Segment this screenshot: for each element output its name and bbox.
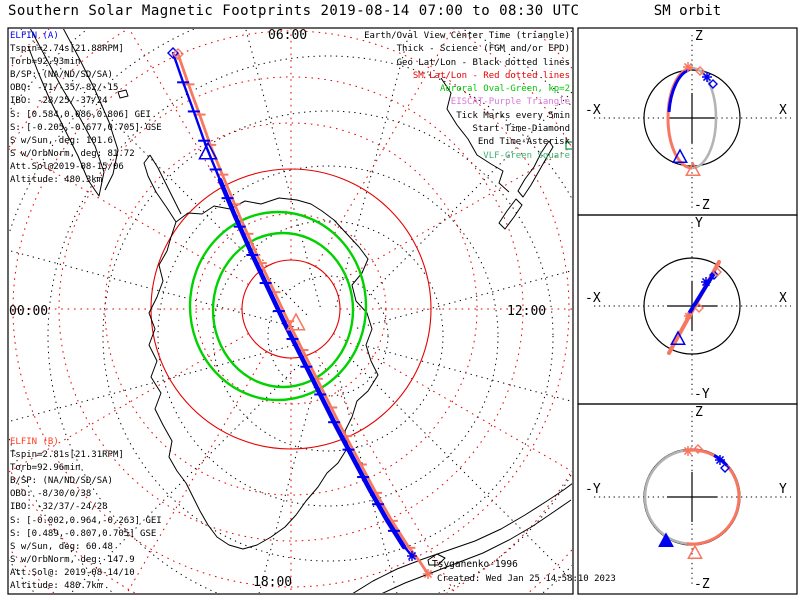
elfin-b-info-block — [10, 436, 162, 593]
model-credit: Tsyganenko-1996 — [432, 559, 518, 570]
elfin-a-line: Torb=92.93min — [10, 57, 81, 68]
panel3-axis-left-label: -Y — [585, 482, 601, 497]
elfin-b-line: OBO: -8/30/0/38 — [10, 489, 92, 500]
panel1-axis-top-label: Z — [695, 29, 703, 44]
elfin-b-line: S w/Sun, deg: 60.48 — [10, 541, 113, 552]
elfin-b-line: S: [0.489,-0.807,0.705] GSE — [10, 528, 157, 539]
panel1-axis-bottom-label: -Z — [694, 198, 710, 213]
sm-orbit-title: SM orbit — [653, 3, 722, 19]
legend-item-8: End Time-Asterisk — [477, 137, 570, 148]
panel3-axis-bottom-label: -Z — [694, 577, 710, 592]
elfin-a-line: Att.Sol@2019-08-15/06 — [10, 161, 124, 172]
elfin-a-header: ELFIN (A) — [10, 31, 59, 41]
elfin-b-line: Altitude: 480.7km — [10, 581, 103, 592]
map-legend — [364, 30, 570, 163]
elfin-b-line: B/SP: (NA/ND/SD/SA) — [10, 476, 113, 487]
elfin-b-line: Tspin=2.81s[21.31RPM] — [10, 450, 124, 461]
panel1-axis-right-label: X — [779, 103, 787, 118]
legend-item-6: Tick Marks every 5min — [456, 110, 570, 121]
legend-item-4: Auroral Oval-Green, kp=2 — [439, 84, 570, 95]
panel1-axis-left-label: -X — [585, 103, 601, 118]
mlt-label-1200: 12:00 — [507, 304, 547, 319]
legend-item-9: VLF-Green Square — [483, 150, 570, 161]
elfin-a-line: Tspin=2.74s[21.88RPM] — [10, 44, 124, 55]
elfin-a-line: IBO: -28/25/-37/24 — [10, 96, 108, 107]
elfin-b-line: Att.Sol@: 2019-08-14/10 — [10, 567, 135, 578]
elfin-a-line: S: [0.584,0.086,0.806] GEI — [10, 109, 151, 120]
panel2-axis-left-label: -X — [585, 291, 601, 306]
mlt-label-1800: 18:00 — [253, 575, 293, 590]
legend-item-7: Start Time-Diamond — [472, 124, 570, 135]
elfin-b-line: S: [-0.002,0.964,-0.263] GEI — [10, 515, 162, 526]
legend-item-5: EISCAT-Purple Triangle — [450, 97, 570, 108]
created-timestamp: Created: Wed Jan 25 14:58:10 2023 — [437, 574, 616, 584]
elfin-a-line: Altitude: 480.3km — [10, 175, 103, 186]
panel2-axis-right-label: X — [779, 291, 787, 306]
elfin-b-line: Torb=92.96min — [10, 463, 81, 474]
page-title: Southern Solar Magnetic Footprints 2019-08-14 07:00 to 08:30 UTC — [8, 3, 580, 19]
elfin-a-line: S w/OrbNorm, deg: 81.72 — [10, 148, 135, 159]
legend-item-3: SM Lat/Lon - Red dotted lines — [412, 70, 570, 81]
mlt-label-0600: 06:00 — [268, 28, 308, 43]
panel2-axis-top-label: Y — [695, 216, 703, 231]
elfin-a-line: OBO: -71/-35/-82/-15 — [10, 83, 119, 94]
elfin-a-info-block — [10, 30, 162, 187]
panel3-axis-right-label: Y — [779, 482, 787, 497]
mlt-label-0000: 00:00 — [9, 304, 49, 319]
panel3-axis-top-label: Z — [695, 405, 703, 420]
elfin-b-header: ELFIN (B) — [10, 437, 59, 447]
legend-item-2: Geo Lat/Lon - Black dotted lines — [396, 57, 570, 68]
legend-item-0: Earth/Oval View Center Time (triangle) — [364, 31, 570, 41]
panel2-axis-bottom-label: -Y — [694, 387, 710, 402]
elfin-a-line: S: [-0.205,-0.677,0.705] GSE — [10, 122, 162, 133]
elfin-a-line: S w/Sun, deg: 101.6 — [10, 135, 113, 146]
elfin-a-line: B/SP: (NA/ND/SD/SA) — [10, 70, 113, 81]
elfin-b-line: IBO: -32/37/-24/28 — [10, 502, 108, 513]
legend-item-1: Thick - Science (FGM and/or EPD) — [396, 44, 570, 55]
elfin-b-line: S w/OrbNorm, deg: 147.9 — [10, 554, 135, 565]
